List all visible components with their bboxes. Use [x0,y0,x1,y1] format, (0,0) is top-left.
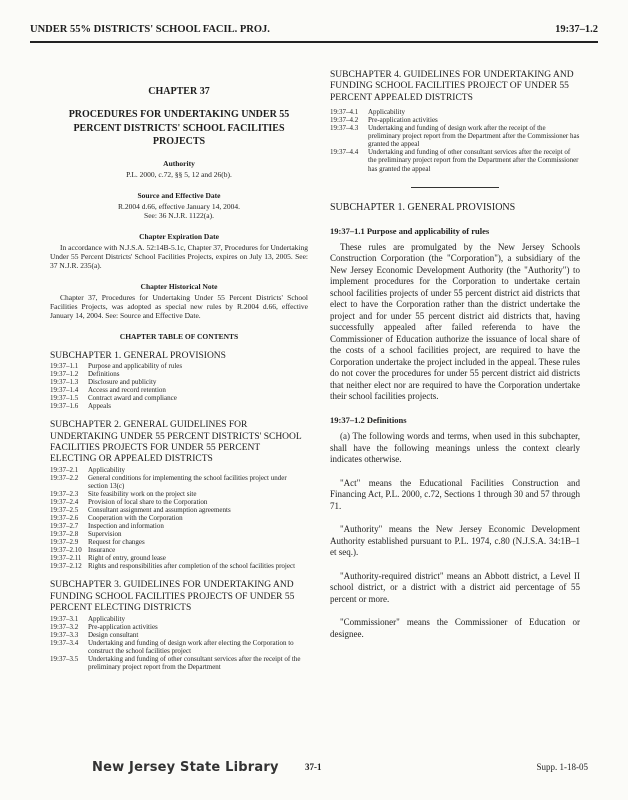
toc-entry-number: 19:37–3.4 [50,638,79,647]
toc-entry-title: Request for changes [88,538,145,547]
toc-entry-title: Contract award and compliance [88,394,177,403]
history-text: Chapter 37, Procedures for Undertaking Under 55 Percent Districts' School Facilities Projects, was adopted as special new rules by R.2004 d.66, effective January 14, 2004. See: Source and Effective Date. [50,292,308,320]
toc-entry[interactable] [50,530,308,538]
section-1-2-heading: 19:37–1.2 Definitions [330,414,407,425]
toc-entry[interactable] [50,562,308,570]
toc-entry-title: Site feasibility work on the project site [88,489,197,498]
toc-entry-number: 19:37–4.1 [330,108,359,117]
toc-entry[interactable] [50,514,308,522]
toc-entry-title: Undertaking and funding of other consultant services after the receipt of the preliminary project report from the Department after the Commissioner has granted the appeal [368,148,579,173]
toc-entry-number: 19:37–2.6 [50,514,79,523]
history-heading: Chapter Historical Note [140,281,218,291]
toc-entry-number: 19:37–2.3 [50,489,79,498]
running-header [30,24,598,38]
toc-entry-number: 19:37–3.2 [50,622,79,631]
toc-entry[interactable] [330,124,580,148]
toc-entry-number: 19:37–1.2 [50,369,79,378]
definition-authority: "Authority" means the New Jersey Economic Development Authority established pursuant to P.L. 1974, c.80 (N.J.S.A. 34:1B–1 et seq.). [330,524,580,558]
toc-entry-number: 19:37–2.7 [50,522,79,531]
toc-entry-title: General conditions for implementing the school facilities project under section 13(c) [88,473,287,490]
toc-entry[interactable] [50,474,308,490]
toc-entry-title: Insurance [88,546,116,555]
toc-entry-number: 19:37–2.1 [50,465,79,474]
toc-entry-title: Applicability [88,614,125,623]
source-line-1: R.2004 d.66, effective January 14, 2004. [118,201,240,211]
toc-entry[interactable] [50,631,308,639]
section-1-1-heading: 19:37–1.1 Purpose and applicability of rules [330,225,490,236]
toc-subchapter-1-list [50,362,308,410]
toc-entry[interactable] [50,639,308,655]
toc-entry[interactable] [50,538,308,546]
toc-subchapter-1-heading: SUBCHAPTER 1. GENERAL PROVISIONS [50,350,226,361]
toc-entry[interactable] [50,466,308,474]
toc-subchapter-2-list [50,466,308,571]
authority-heading: Authority [163,158,195,168]
toc-entry-title: Pre-application activities [368,116,438,125]
toc-entry-number: 19:37–3.5 [50,654,79,663]
toc-subchapter-2-heading: SUBCHAPTER 2. GENERAL GUIDELINES FOR UNDERTAKING UNDER 55 PERCENT DISTRICTS' SCHOOL FACILITIES PROJECTS FOR UNDER 55 PERCENT ELECTING OR APPEALED DISTRICTS [50,420,302,465]
toc-entry-number: 19:37–2.10 [50,546,82,555]
left-column [50,60,308,671]
toc-entry[interactable] [50,506,308,514]
toc-entry[interactable] [330,148,580,172]
header-rule [30,41,598,43]
toc-entry-title: Supervision [88,530,122,539]
expiration-text: In accordance with N.J.S.A. 52:14B-5.1c, Chapter 37, Procedures for Undertaking Under 55 Percent Districts' School Facilities Projects, expires on July 13, 2005. See: 37 N.J.R. 235(a). [50,242,308,270]
toc-entry-title: Rights and responsibilities after completion of the school facilities project [88,562,296,571]
toc-subchapter-4-list [330,108,580,172]
toc-entry-title: Access and record retention [88,386,166,395]
authority-text: P.L. 2000, c.72, §§ 5, 12 and 26(b). [126,169,232,179]
toc-entry[interactable] [50,546,308,554]
toc-entry-title: Undertaking and funding of design work after electing the Corporation to construct the school facilities project [88,638,294,655]
toc-entry[interactable] [50,370,308,378]
page-footer [0,760,628,776]
toc-entry-title: Provision of local share to the Corporation [88,497,208,506]
supplement-date: Supp. 1-18-05 [536,762,588,772]
chapter-label: CHAPTER 37 [148,86,210,97]
toc-entry-title: Definitions [88,369,120,378]
toc-entry-title: Undertaking and funding of other consultant services after the receipt of the preliminary project report from the Department [88,654,301,671]
source-heading: Source and Effective Date [137,190,221,200]
library-logo: New Jersey State Library [92,760,279,775]
toc-entry[interactable] [50,498,308,506]
toc-entry[interactable] [50,623,308,631]
toc-entry-title: Design consultant [88,630,139,639]
expiration-heading: Chapter Expiration Date [139,231,219,241]
toc-entry-number: 19:37–2.4 [50,497,79,506]
toc-entry-title: Applicability [88,465,125,474]
toc-entry[interactable] [50,615,308,623]
toc-entry-number: 19:37–1.4 [50,386,79,395]
toc-entry[interactable] [50,362,308,370]
toc-entry-title: Purpose and applicability of rules [88,361,183,370]
toc-entry[interactable] [50,522,308,530]
toc-entry-number: 19:37–2.8 [50,530,79,539]
toc-entry[interactable] [330,116,580,124]
definition-authority-required-district: "Authority-required district" means an Abbott district, a Level II school district, or a district with a district aid percentage of 55 percent or more. [330,570,580,604]
toc-entry-title: Appeals [88,402,111,411]
toc-entry-number: 19:37–3.1 [50,614,79,623]
toc-heading: CHAPTER TABLE OF CONTENTS [119,331,239,341]
toc-entry-number: 19:37–2.12 [50,562,82,571]
toc-entry-title: Right of entry, ground lease [88,554,166,563]
section-1-1-text: These rules are promulgated by the New Jersey Schools Construction Corporation (the "Corporation"), a subsidiary of the New Jersey Economic Development Authority (the "Authority") to implement procedures for the Corporation to undertake certain school facilities projects of under 55 percent district aid districts that elect to have the Corporation rather than the district undertake the project and for under 55 percent district aid districts that, having successfully appealed after failed referenda to have the Commissioner of Education authorize the issuance of local share of the costs of a school facilities project, are required to have the Corporation undertake the project included in the appeal. These rules do not cover the procedures for under 55 percent district aid districts that neither elect nor are required to have the Corporation undertake their school facilities projects. [330,241,580,402]
toc-entry[interactable] [50,386,308,394]
toc-entry-number: 19:37–2.2 [50,473,79,482]
toc-entry-number: 19:37–4.4 [330,148,359,157]
toc-entry[interactable] [330,108,580,116]
source-line-2: See: 36 N.J.R. 1122(a). [144,210,214,220]
definition-commissioner: "Commissioner" means the Commissioner of Education or designee. [330,617,580,639]
toc-entry-number: 19:37–1.1 [50,361,79,370]
page-number: 37-1 [305,762,322,772]
toc-entry-number: 19:37–4.3 [330,124,359,133]
toc-entry-number: 19:37–2.5 [50,505,79,514]
toc-entry[interactable] [50,655,308,671]
running-header-right: 19:37–1.2 [555,24,598,35]
section-divider [411,187,499,188]
toc-entry-title: Disclosure and publicity [88,377,157,386]
chapter-title: PROCEDURES FOR UNDERTAKING UNDER 55 PERCENT DISTRICTS' SCHOOL FACILITIES PROJECTS [68,109,290,147]
toc-subchapter-3-list [50,615,308,671]
toc-entry-title: Cooperation with the Corporation [88,514,183,523]
toc-entry-number: 19:37–4.2 [330,116,359,125]
toc-entry-title: Undertaking and funding of design work after the receipt of the preliminary project report from the Department after the Commissioner has granted the appeal [368,124,580,149]
toc-entry[interactable] [50,554,308,562]
toc-entry-title: Applicability [368,108,405,117]
toc-entry-number: 19:37–3.3 [50,630,79,639]
right-column [330,70,580,640]
subchapter-1-heading: SUBCHAPTER 1. GENERAL PROVISIONS [330,201,516,213]
toc-entry-number: 19:37–1.5 [50,394,79,403]
toc-entry-title: Inspection and information [88,522,164,531]
running-header-left: UNDER 55% DISTRICTS' SCHOOL FACIL. PROJ. [30,24,270,35]
toc-entry[interactable] [50,490,308,498]
toc-entry-number: 19:37–1.6 [50,402,79,411]
toc-subchapter-3-heading: SUBCHAPTER 3. GUIDELINES FOR UNDERTAKING AND FUNDING SCHOOL FACILITIES PROJECTS OF UNDER 55 PERCENT ELECTING DISTRICTS [50,580,295,614]
toc-entry[interactable] [50,378,308,386]
toc-entry[interactable] [50,402,308,410]
toc-entry-number: 19:37–2.9 [50,538,79,547]
toc-subchapter-4-heading: SUBCHAPTER 4. GUIDELINES FOR UNDERTAKING AND FUNDING SCHOOL FACILITIES PROJECT OF UNDER 55 PERCENT APPEALED DISTRICTS [330,70,574,103]
toc-entry-title: Consultant assignment and assumption agreements [88,505,231,514]
toc-entry[interactable] [50,394,308,402]
toc-entry-title: Pre-application activities [88,622,158,631]
definition-act: "Act" means the Educational Facilities Construction and Financing Act, P.L. 2000, c.72, Sections 1 through 30 and 57 through 71. [330,477,580,511]
toc-entry-number: 19:37–1.3 [50,377,79,386]
toc-entry-number: 19:37–2.11 [50,554,82,563]
section-1-2-intro: (a) The following words and terms, when used in this subchapter, shall have the following meanings unless the context clearly indicates otherwise. [330,431,580,465]
